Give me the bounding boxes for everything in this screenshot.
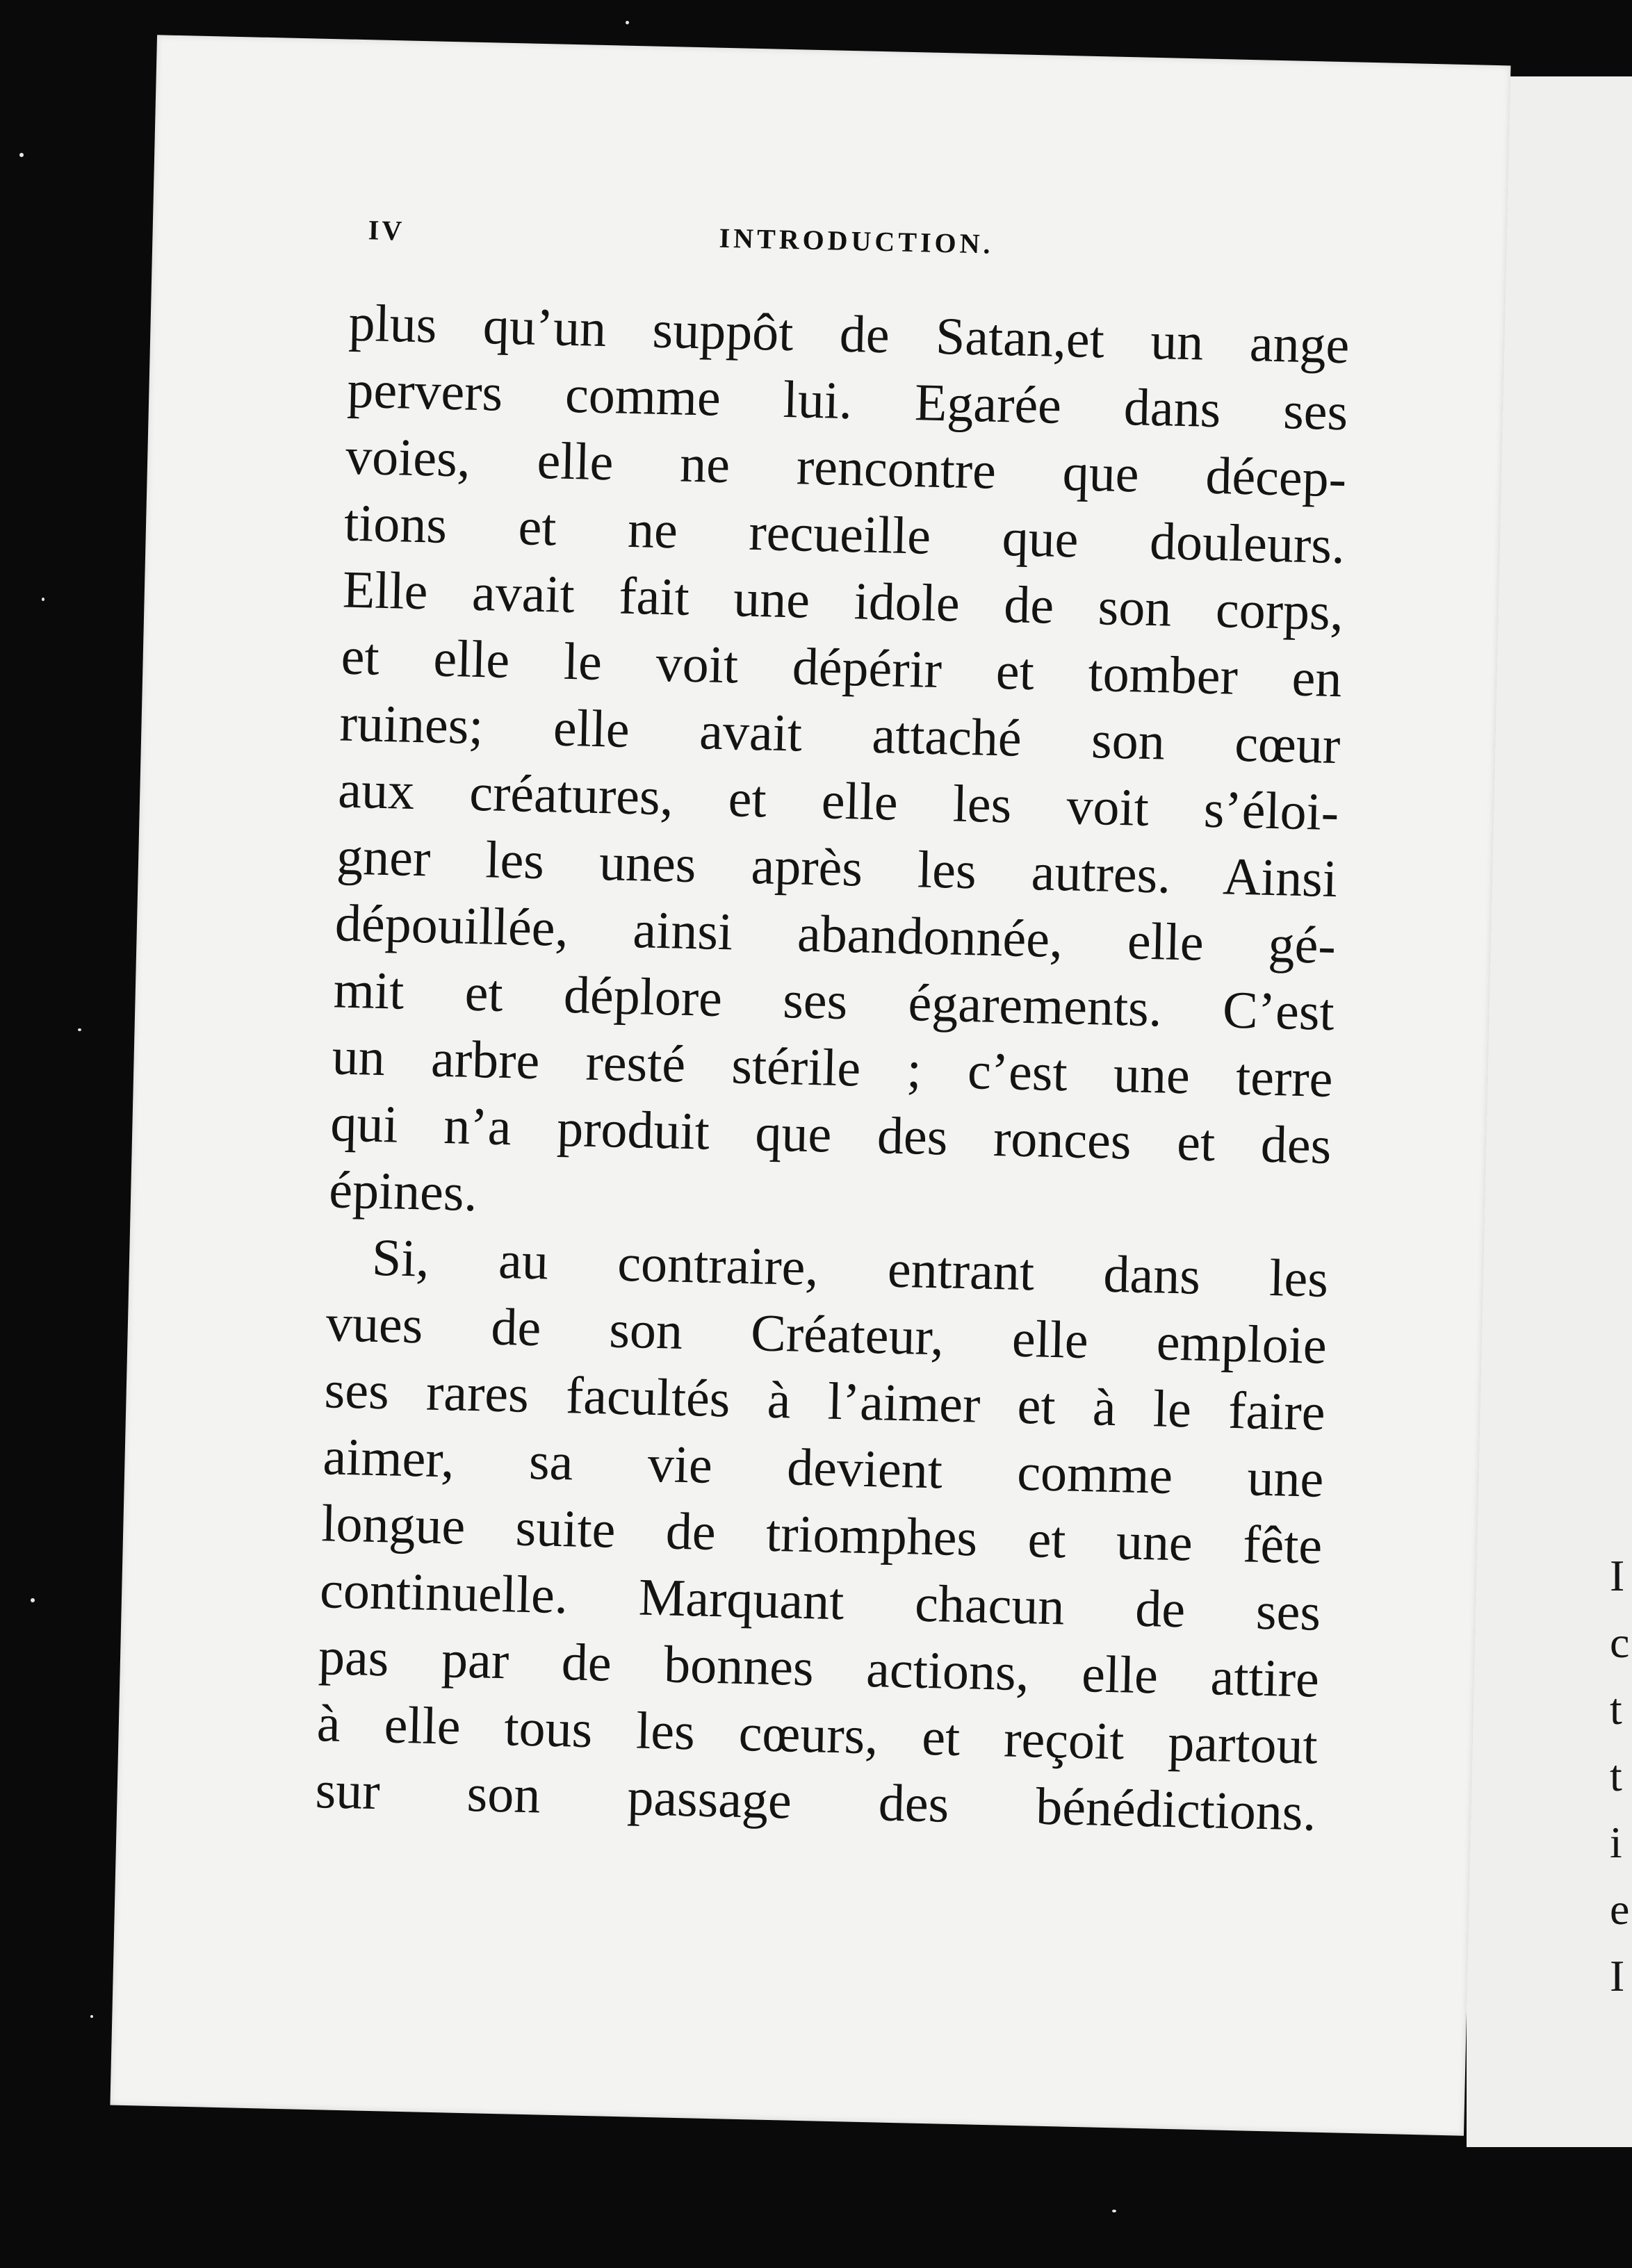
fragment: e: [1610, 1884, 1630, 1934]
text-line: qui n’a produit que des ronces et des: [329, 1094, 1332, 1176]
text-line: pervers comme lui. Egarée dans ses: [346, 360, 1349, 442]
paragraph-2: [315, 1223, 1329, 1846]
fragment: i: [1610, 1818, 1622, 1867]
running-head: [367, 213, 1369, 292]
text-line: à elle tous les cœurs, et reçoit partout: [316, 1694, 1319, 1775]
fragment: c: [1610, 1618, 1630, 1667]
body-text: [315, 290, 1351, 1846]
fragment: I: [1610, 1951, 1625, 2000]
text-line: tions et ne recueille que douleurs.: [343, 493, 1346, 575]
text-line: ruines; elle avait attaché son cœur: [338, 693, 1341, 775]
dust-speck: [78, 1028, 81, 1031]
text-line: voies, elle ne rencontre que décep-: [345, 427, 1347, 509]
text-line: gner les unes après les autres. Ainsi: [336, 827, 1338, 909]
text-line: sur son passage des bénédictions.: [314, 1761, 1317, 1842]
text-line: continuelle. Marquant chacun de ses: [319, 1561, 1321, 1642]
text-line: aux créatures, et elle les voit s’éloi-: [337, 760, 1340, 842]
page-number: IV: [368, 214, 405, 247]
paragraph-1: [328, 290, 1350, 1246]
text-line: ses rares facultés à l’aimer et à le faire: [323, 1361, 1326, 1442]
text-line: pas par de bonnes actions, elle attire: [318, 1627, 1320, 1709]
text-line: vues de son Créateur, elle emploie: [325, 1294, 1328, 1375]
text-line: Si, au contraire, entrant dans les: [371, 1228, 1329, 1308]
fragment: t: [1610, 1751, 1622, 1800]
facing-page-fragments: [1610, 1543, 1632, 2010]
dust-speck: [626, 21, 629, 24]
text-line: dépouillée, ainsi abandonnée, elle gé-: [334, 894, 1337, 976]
dust-speck: [19, 153, 24, 157]
text-line: épines.: [328, 1160, 478, 1223]
text-line: et elle le voit dépérir et tomber en: [340, 627, 1343, 709]
text-line: Elle avait fait une idole de son corps,: [342, 560, 1344, 642]
dust-speck: [1112, 2210, 1116, 2212]
text-line: aimer, sa vie devient comme une: [322, 1427, 1325, 1509]
text-line: plus qu’un suppôt de Satan,et un ange: [348, 293, 1351, 375]
text-line: mit et déplore ses égarements. C’est: [332, 960, 1335, 1042]
text-line: un arbre resté stérile ; c’est une terre: [331, 1027, 1334, 1109]
book-page: [110, 35, 1510, 2135]
fragment: I: [1610, 1551, 1625, 1600]
dust-speck: [31, 1598, 35, 1602]
dust-speck: [42, 598, 44, 601]
running-title: INTRODUCTION.: [719, 222, 995, 260]
fragment: t: [1610, 1684, 1622, 1734]
dust-speck: [90, 2015, 93, 2018]
text-line: longue suite de triomphes et une fête: [320, 1494, 1323, 1575]
